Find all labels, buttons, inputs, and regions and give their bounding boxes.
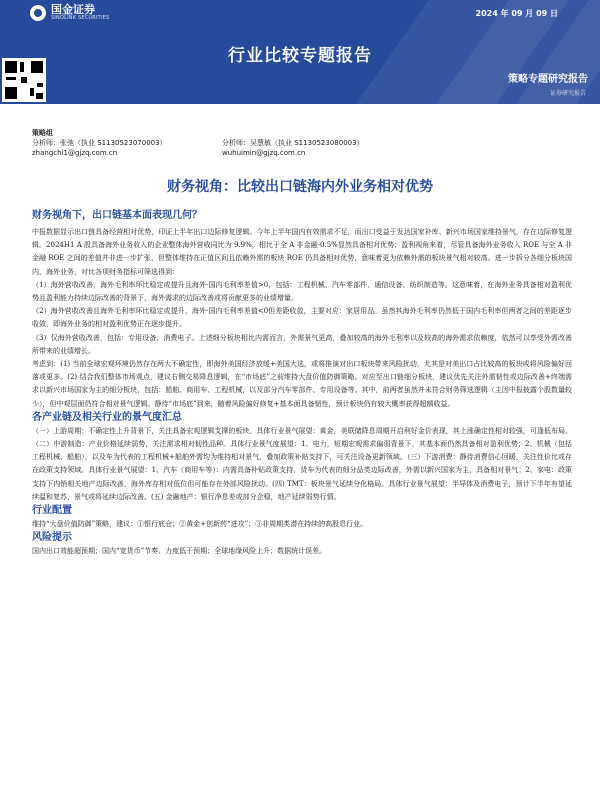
logo-subtitle: SINOLINK SECURITIES	[51, 15, 110, 21]
section-heading: 各产业链及相关行业的景气度汇总	[32, 411, 182, 423]
team-label: 策略组	[32, 129, 53, 137]
qr-code-icon	[2, 58, 46, 102]
report-type: 策略专题研究报告	[508, 74, 588, 85]
section-heading: 风险提示	[32, 532, 72, 544]
report-date: 2024 年 09 月 09 日	[475, 9, 558, 18]
report-banner	[0, 0, 600, 104]
report-department: 证券研究报告	[549, 90, 586, 97]
report-body	[32, 209, 572, 558]
section-heading: 财务视角下，出口链基本面表现几何？	[32, 210, 202, 221]
report-title: 行业比较专题报告	[228, 46, 372, 66]
paragraph: （3）仅海外营收改善，包括：专用设备、消费电子。上述细分板块相比内需而言，外需景气更高，叠加较高的海外毛利率以及较高的海外需求依赖度，依然可以享受外需改善所带来的业绩增长。	[32, 333, 572, 355]
paragraph: （2）海外营收改善且海外毛利率环比稳定或提升，海外-国内毛利率差值<0但差距收敛，主要对应：家居用品。虽然其海外毛利率仍然低于国内毛利率但两者之间的差距逐步收敛，即海外业务的相对盈利优势正在逐步提升。	[32, 307, 572, 329]
paragraph: 考虑到：(1) 当前全球宏观环境仍然存在两大不确定性，即海外美国经济放缓+美国大选，或将推演对出口板块带来风险扰动，尤其是对美出口占比较高的板块或将风险偏好回落或更多。(2) 结合我们整体市场观点，建议右侧交易降息逻辑，在“市场底”之前维持大盘价值防御策略。对应至出口链细分板块，建议优先关注外需韧性或边际改善+终端需求以新兴市场国家为主的细分板块，包括：船舶、商用车、工程机械，以及部分汽车零部件、专用设备等。其中，前两者虽然并未符合财务筛选逻辑（主因中报披露个股数量较少），但中观层面仍符合相对景气逻辑。静待“市场底”到来，随着风险偏好修复+基本面具备韧性，预计板块仍有较大概率获得超额收益。	[32, 360, 572, 408]
paragraph: 中报数据显示出口链具备经营相对优势，印证上半年出口边际修复逻辑。今年上半年国内有效需求不足，而出口受益于发达国家补库、新兴市场国家维持景气，存在边际修复逻辑。2024H1 A 股具备海外业务收入的企业整体海外营收同比为 9.9%，相比于全 A 非金融-0.5%显然具备相对优势；盈利视角来看，尽管具备海外业务收入 ROE 与全 A 非金融 ROE 之间的差值并非进一步扩张，但整体维持在正值区间且依赖外需的板块 ROE 仍具备相对优势，意味着更为依赖外需的板块景气相对较高。进一步拆分各细分板块国内、海外业务，对比各项财务指标可筛选得到：	[32, 228, 572, 276]
document-title: 财务视角：比较出口链海内外业务相对优势	[167, 179, 433, 195]
analyst-1: 分析师：张弛（执业 S1130523070003）	[32, 139, 167, 147]
logo-name: 国金证券	[51, 3, 95, 16]
analyst-1-email[interactable]: zhangchi1@gjzq.com.cn	[32, 149, 118, 157]
paragraph: （1）海外营收改善，海外毛利率环比稳定或提升且海外-国内毛利率差值>0，包括：工程机械、汽车零部件、通信设备、纺织制造等。这意味着，在海外业务具备相对盈利优势且盈利能力持续边际改善的背景下，海外需求的边际改善或将贡献更多的业绩增量。	[32, 280, 572, 303]
paragraph: 国内出口效能超预期；国内“宽货币”节奏、力度低于预期；全球地缘风险上升；数据统计误差。	[32, 547, 327, 556]
analyst-2: 分析师：吴慧敏（执业 S1130523080003）	[222, 139, 364, 147]
paragraph: （一）上游周期：不确定性上升背景下，关注具备宏观逻辑支撑的板块。具体行业景气展望：黄金，美联储降息周期开启利好金价表现，其上涨确定性相对较强，可逢低布局。（二）中游制造：产业价格延续弱势，关注需求相对韧性品种。具体行业景气度展望：1、电力，短期宏观需求偏弱背景下，其基本面仍然具备相对盈利优势；2、机械（包括工程机械、船舶），以及车为代表的工程机械+船舶外需均为维持相对景气，叠加政策补贴支持下，可关注设备更新领域。（三）下游消费：静待消费信心回暖，关注性价比或存在政策支持领域。具体行业景气展望：1、汽车（商用车等）：内需具备补贴政策支持，货车为代表的细分品类边际改善，外需以新兴国家为主，具备相对景气；2、家电：政策支持下内销相关地产边际改善，海外库存相对低位但可能存在外部风险扰动。(四) TMT：板块景气延续分化格局。具体行业景气展望：半导体及消费电子，预计下半年有望延续温和复苏，景气或将延续边际改善。(五) 金融地产：银行净息差或部分企稳，地产延续弱势行情。	[32, 426, 572, 501]
company-logo	[30, 4, 109, 21]
section-heading: 行业配置	[32, 505, 72, 517]
paragraph: 维持“大盘价值防御”策略，建议：①银行底仓；②黄金+创新药“进攻”；③非周期类潜在持续的高股息行业。	[32, 520, 368, 529]
author-info	[32, 128, 364, 158]
analyst-2-email[interactable]: wuhuimin@gjzq.com.cn	[222, 149, 306, 157]
logo-icon	[30, 5, 46, 21]
